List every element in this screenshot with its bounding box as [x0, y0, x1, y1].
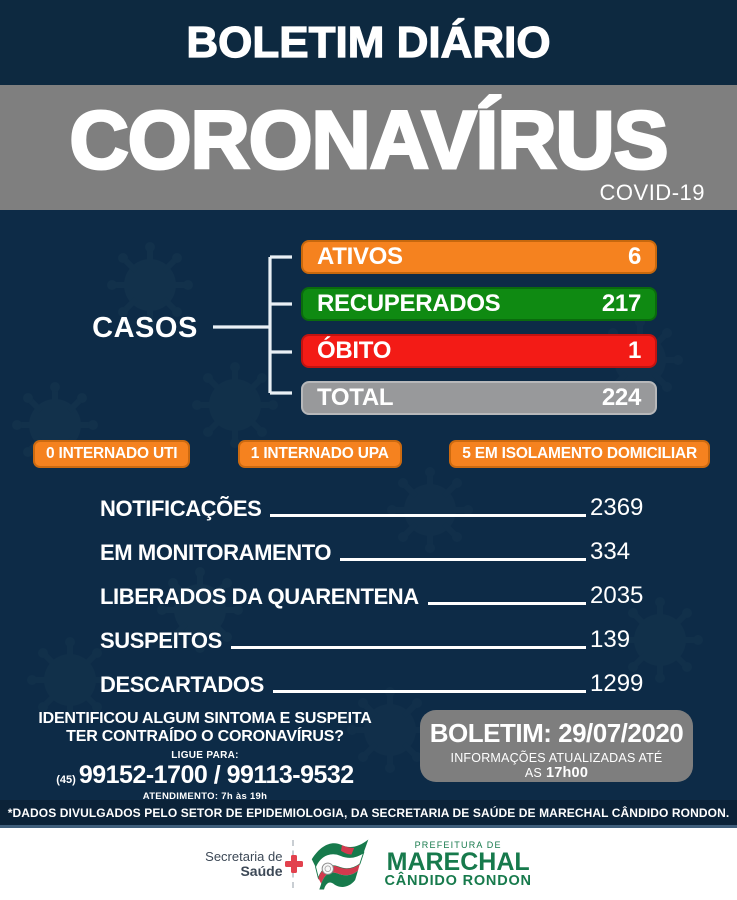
leader-line: [231, 646, 586, 649]
stat-value: 2035: [590, 582, 644, 609]
footer-logos: [205, 836, 532, 892]
bar-label: RECUPERADOS: [317, 290, 501, 317]
city-name-line2: CÂNDIDO RONDON: [384, 872, 532, 889]
contact-question-line1: IDENTIFICOU ALGUM SINTOMA E SUSPEITA: [38, 710, 372, 727]
disclaimer-text: *DADOS DIVULGADOS PELO SETOR DE EPIDEMIOLOGIA, DA SECRETARIA DE SAÚDE DE MARECHAL CÂNDIDO RONDON.: [7, 805, 730, 820]
bulletin-updated-line: [420, 751, 693, 781]
stat-label: LIBERADOS DA QUARENTENA: [100, 584, 419, 609]
secretaria-line1: Secretaria de: [205, 849, 283, 864]
secretaria-line2: Saúde: [240, 863, 283, 879]
stat-row-notificacoes: [100, 478, 652, 522]
case-bar-recuperados: [301, 287, 657, 321]
banner-subtitle: COVID-19: [599, 180, 705, 205]
header-band: [0, 0, 737, 85]
badge-isolamento-domiciliar: 5 EM ISOLAMENTO DOMICILIAR: [449, 440, 710, 468]
city-name: MARECHAL: [386, 847, 530, 876]
bulletin-updated-prefix: INFORMAÇÕES ATUALIZADAS ATÉ AS: [450, 751, 663, 780]
stat-row-liberados: [100, 566, 652, 610]
bar-value: 6: [627, 243, 641, 270]
stat-value: 2369: [590, 494, 644, 521]
banner-title: CORONAVÍRUS: [69, 95, 668, 186]
stat-row-suspeitos: [100, 610, 652, 654]
contact-call-label: LIGUE PARA:: [171, 750, 239, 761]
bar-label: TOTAL: [317, 384, 394, 411]
stat-value: 139: [590, 626, 631, 653]
disclaimer-strip: [0, 800, 737, 828]
stat-label: DESCARTADOS: [100, 672, 264, 697]
area-code: (45): [56, 774, 76, 786]
cases-label: CASOS: [92, 312, 198, 344]
case-bar-obito: [301, 334, 657, 368]
status-badges: [33, 440, 710, 468]
bulletin-date-box: [420, 710, 693, 782]
bar-value: 224: [601, 384, 641, 411]
stat-value: 334: [590, 538, 631, 565]
city-flag-icon: [308, 836, 374, 892]
case-bar-total: [301, 381, 657, 415]
leader-line: [270, 514, 586, 517]
contact-hours: ATENDIMENTO: 7h às 19h: [142, 791, 268, 800]
phone-numbers: 99152-1700 / 99113-9532: [78, 761, 354, 789]
bulletin-updated-time: 17h00: [545, 765, 589, 781]
bulletin-date-title: BOLETIM: 29/07/2020: [429, 718, 684, 748]
divider-dashed-line: [292, 840, 294, 888]
contact-info: [30, 710, 380, 800]
stat-row-descartados: [100, 654, 652, 698]
badge-internado-upa: 1 INTERNADO UPA: [238, 440, 402, 468]
stat-value: 1299: [590, 670, 644, 697]
leader-line: [340, 558, 586, 561]
bulletin-title: BOLETIM DIÁRIO: [186, 18, 551, 67]
cases-bars: [301, 240, 657, 428]
health-cross-icon: [285, 855, 303, 873]
case-bar-ativos: [301, 240, 657, 274]
stat-label: EM MONITORAMENTO: [100, 540, 332, 565]
secretaria-saude-wordmark: [205, 849, 282, 879]
footer: [0, 828, 737, 900]
stat-row-monitoramento: [100, 522, 652, 566]
contact-question-line2: TER CONTRAÍDO O CORONAVÍRUS?: [66, 728, 344, 745]
bar-label: ATIVOS: [317, 243, 403, 270]
bar-value: 217: [601, 290, 641, 317]
leader-line: [273, 690, 586, 693]
leader-line: [428, 602, 586, 605]
stat-label: NOTIFICAÇÕES: [100, 496, 262, 521]
prefeitura-label: PREFEITURA DE: [414, 839, 502, 850]
bar-label: ÓBITO: [317, 337, 392, 364]
prefeitura-wordmark: [384, 840, 531, 889]
banner-band: [0, 85, 737, 210]
contact-phone-row: [30, 761, 380, 790]
bar-value: 1: [627, 337, 641, 364]
badge-internado-uti: 0 INTERNADO UTI: [33, 440, 190, 468]
main-content: [0, 210, 737, 800]
stat-label: SUSPEITOS: [100, 628, 222, 653]
stats-list: [100, 478, 652, 698]
